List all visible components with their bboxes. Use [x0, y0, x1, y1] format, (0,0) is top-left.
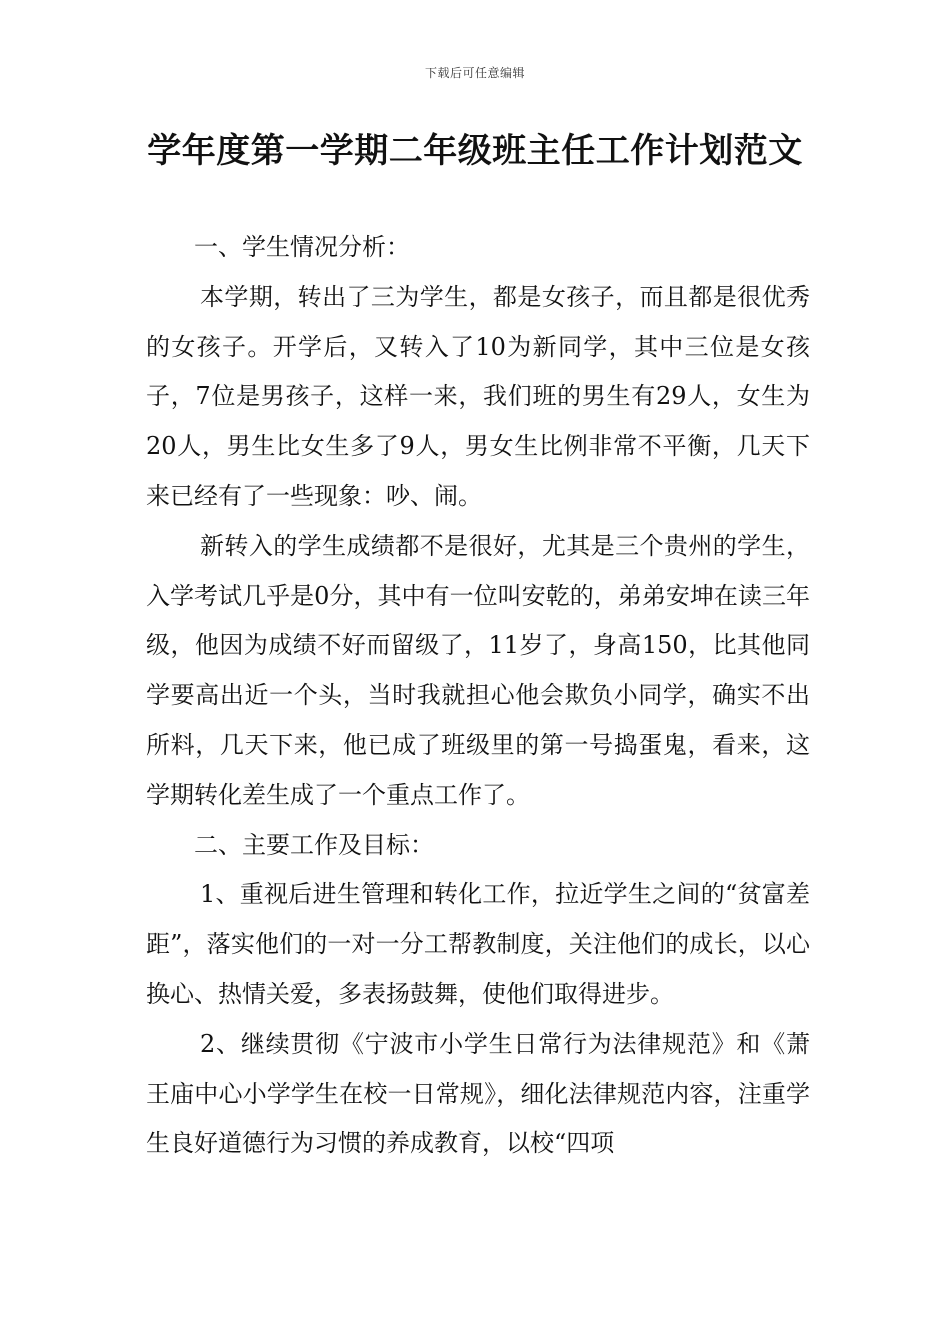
paragraph-2: 新转入的学生成绩都不是很好，尤其是三个贵州的学生，入学考试几乎是0分，其中有一位叫安乾的，弟弟安坤在读三年级，他因为成绩不好而留级了，11岁了，身高150，比其他同学要高出近一个头，当时我就担心他会欺负小同学，确实不出所料，几天下来，他已成了班级里的第一号捣蛋鬼，看来，这学期转化差生成了一个重点工作了。 [146, 531, 810, 809]
document-title: 学年度第一学期二年级班主任工作计划范文 [147, 131, 803, 171]
paragraph-1: 本学期，转出了三为学生，都是女孩子，而且都是很优秀的女孩子。开学后，又转入了10为新同学，其中三位是女孩子，7位是男孩子，这样一来，我们班的男生有29人，女生为20人，男生比女生多了9人，男女生比例非常不平衡，几天下来已经有了一些现象：吵、闹。 [146, 282, 810, 510]
header-note: 下载后可任意编辑 [424, 66, 525, 80]
section-heading-2: 二、主要工作及目标： [194, 830, 434, 859]
document-body [146, 223, 810, 1169]
paragraph-4: 2、继续贯彻《宁波市小学生日常行为法律规范》和《萧王庙中心小学学生在校一日常规》，细化法律规范内容，注重学生良好道德行为习惯的养成教育，以校“四项 [146, 1029, 810, 1158]
section-heading-1: 一、学生情况分析： [194, 233, 410, 261]
paragraph-3: 1、重视后进生管理和转化工作，拉近学生之间的“贫富差距”，落实他们的一对一分工帮教制度，关注他们的成长，以心换心、热情关爱，多表扬鼓舞，使他们取得进步。 [146, 880, 810, 1008]
